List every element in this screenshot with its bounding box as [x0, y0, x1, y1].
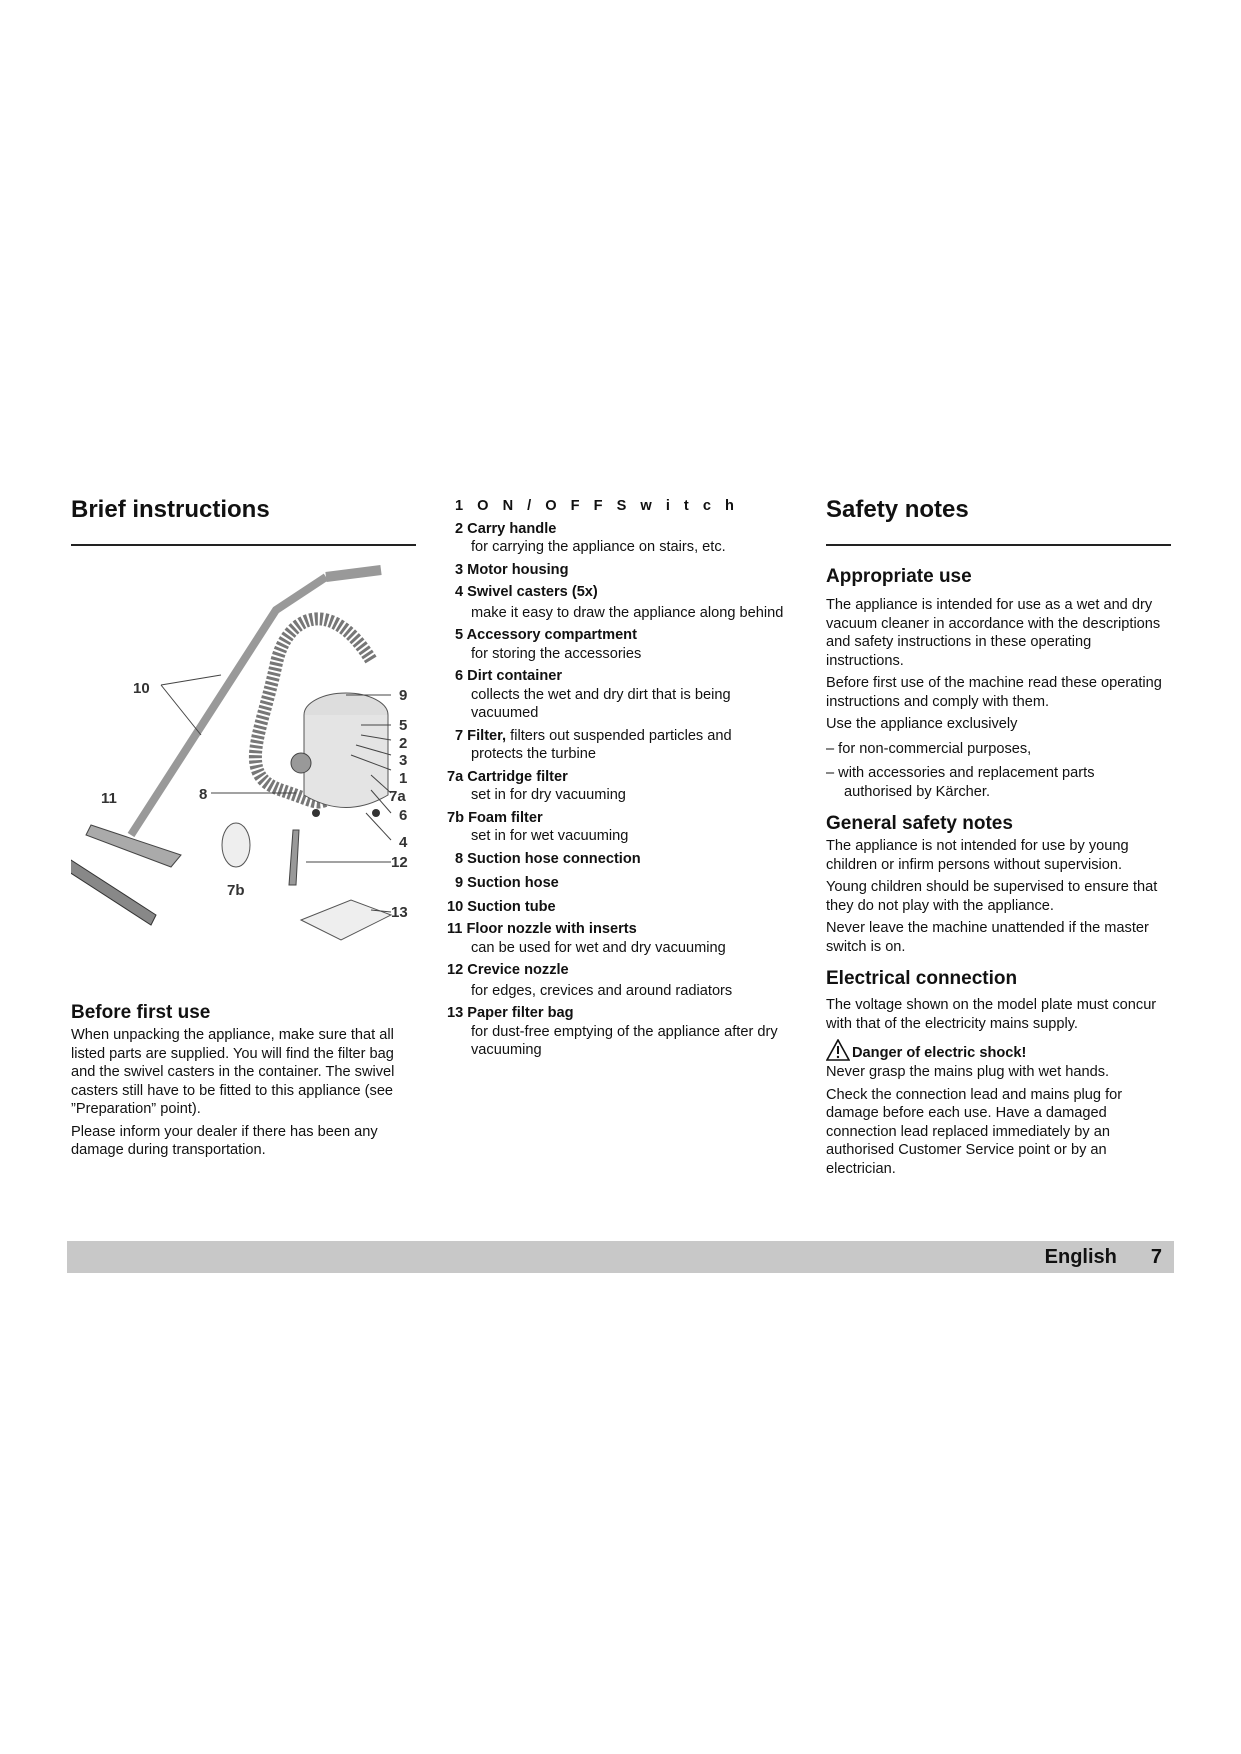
callout-11: 11 [101, 790, 117, 807]
part-title: 3 Motor housing [455, 561, 569, 578]
appropriate-use-paragraph: The appliance is intended for use as a wet and dry vacuum cleaner in accordance with the descriptions and safety instructions in these operating instructions. [826, 597, 1161, 669]
language-label: English [1044, 1245, 1117, 1268]
callout-2: 2 [399, 735, 408, 752]
callout-10: 10 [133, 680, 150, 697]
callout-7a: 7a [389, 788, 406, 805]
part-title: 7a Cartridge filter [447, 768, 568, 785]
part-item [447, 583, 797, 622]
read-instructions-paragraph: Before first use of the machine read these operating instructions and comply with them. [826, 675, 1162, 710]
electric-shock-warning [826, 1039, 1171, 1061]
callout-12: 12 [391, 854, 408, 871]
list-item: – for non-commercial purposes, [826, 740, 1032, 757]
part-title: 6 Dirt container [455, 668, 563, 684]
part-description: for edges, crevices and around radiators [471, 982, 733, 999]
part-description: for storing the accessories [471, 645, 642, 662]
voltage-paragraph: The voltage shown on the model plate must concur with that of the electricity mains supply. [826, 997, 1157, 1032]
nozzle-insert-shape [71, 860, 156, 925]
part-item [447, 920, 797, 957]
brief-instructions-title: Brief instructions [71, 496, 270, 523]
part-title: 1 O N / O F F S w i t c h [455, 498, 739, 514]
appropriate-use-heading: Appropriate use [826, 566, 972, 587]
list-item-continuation: authorised by Kärcher. [844, 783, 991, 800]
paper-bag-shape [301, 900, 391, 940]
unattended-paragraph: Never leave the machine unattended if the master switch is on. [826, 920, 1149, 955]
callout-8: 8 [199, 786, 208, 803]
caster-shape [372, 809, 380, 817]
part-item [447, 768, 797, 805]
before-first-use-paragraph: When unpacking the appliance, make sure that all listed parts are supplied. You will find the filter bag and the swivel casters in the container. The swivel casters still have to be fitted to this appliance (see ”Preparation” point). [71, 1027, 395, 1117]
part-title: 7b Foam filter [447, 809, 543, 826]
part-title: 11 Floor nozzle with inserts [447, 921, 637, 937]
caster-shape [312, 809, 320, 817]
page-number: 7 [1150, 1245, 1162, 1268]
electrical-connection-heading: Electrical connection [826, 968, 1018, 989]
children-supervision-paragraph: Young children should be supervised to ensure that they do not play with the appliance. [826, 879, 1158, 914]
before-first-use-section [71, 1000, 416, 1164]
check-lead-paragraph: Check the connection lead and mains plug for damage before each use. Have a damaged connection lead replaced immediately by an authorised Customer Service point or by an electrician. [826, 1086, 1123, 1177]
part-item [447, 727, 797, 764]
part-item [447, 497, 797, 516]
part-title-continuation: filters out suspended particles and [506, 727, 732, 744]
part-item [447, 809, 797, 846]
part-item [447, 667, 797, 723]
part-description: set in for wet vacuuming [471, 828, 629, 844]
page-footer [67, 1241, 1174, 1273]
parts-list [447, 497, 797, 1060]
foam-filter-shape [222, 823, 250, 867]
right-column [826, 490, 1171, 1182]
before-first-use-heading: Before first use [71, 1002, 211, 1023]
part-item [447, 626, 797, 663]
part-item [447, 961, 797, 1000]
list-item: – with accessories and replacement parts [826, 765, 1095, 781]
vacuum-figure [71, 555, 416, 985]
warning-text: Danger of electric shock! [852, 1045, 1027, 1061]
part-title: 4 Swivel casters (5x) [455, 584, 598, 600]
vacuum-illustration [71, 555, 416, 985]
callout-1: 1 [399, 770, 408, 787]
part-description: for carrying the appliance on stairs, etc. [471, 539, 726, 555]
part-title: 8 Suction hose connection [455, 850, 641, 867]
use-exclusively-paragraph: Use the appliance exclusively [826, 716, 1018, 732]
warning-triangle-icon [826, 1039, 850, 1061]
callout-6: 6 [399, 807, 408, 824]
callout-5: 5 [399, 717, 408, 734]
dirt-container-shape [304, 715, 388, 808]
general-safety-heading: General safety notes [826, 813, 1013, 834]
title-rule [826, 544, 1171, 546]
part-item [447, 874, 797, 893]
part-title: 10 Suction tube [447, 898, 556, 915]
wet-hands-paragraph: Never grasp the mains plug with wet hands. [826, 1064, 1110, 1080]
part-title: 9 Suction hose [455, 875, 559, 891]
part-description: protects the turbine [471, 746, 596, 762]
part-title: 12 Crevice nozzle [447, 962, 569, 978]
part-description: collects the wet and dry dirt that is being vacuumed [471, 686, 731, 721]
hose-connection-shape [291, 753, 311, 773]
callout-9: 9 [399, 687, 408, 704]
callout-3: 3 [399, 752, 408, 769]
safety-notes-title: Safety notes [826, 496, 969, 523]
callout-7b: 7b [227, 882, 245, 899]
part-title: 5 Accessory compartment [455, 627, 637, 643]
part-title: 7 Filter, [455, 727, 507, 744]
part-description: make it easy to draw the appliance along behind [471, 604, 784, 621]
suction-tube-shape [131, 577, 326, 835]
part-item [447, 850, 797, 869]
transport-damage-paragraph: Please inform your dealer if there has been any damage during transportation. [71, 1123, 378, 1158]
part-item [447, 898, 797, 917]
part-description: can be used for wet and dry vacuuming [471, 939, 726, 956]
general-safety-paragraph: The appliance is not intended for use by young children or infirm persons without supervision. [826, 838, 1129, 873]
title-rule [71, 544, 416, 546]
part-title: 13 Paper filter bag [447, 1005, 574, 1021]
part-item [447, 1004, 797, 1060]
part-description: for dust-free emptying of the appliance after dry vacuuming [471, 1023, 778, 1058]
callout-4: 4 [399, 834, 408, 851]
crevice-nozzle-shape [289, 830, 299, 885]
tube-bend-shape [326, 570, 381, 577]
part-title: 2 Carry handle [455, 520, 557, 537]
left-column [71, 490, 416, 546]
callout-13: 13 [391, 904, 408, 921]
part-description: set in for dry vacuuming [471, 787, 626, 803]
part-item [447, 520, 797, 557]
part-item [447, 561, 797, 580]
